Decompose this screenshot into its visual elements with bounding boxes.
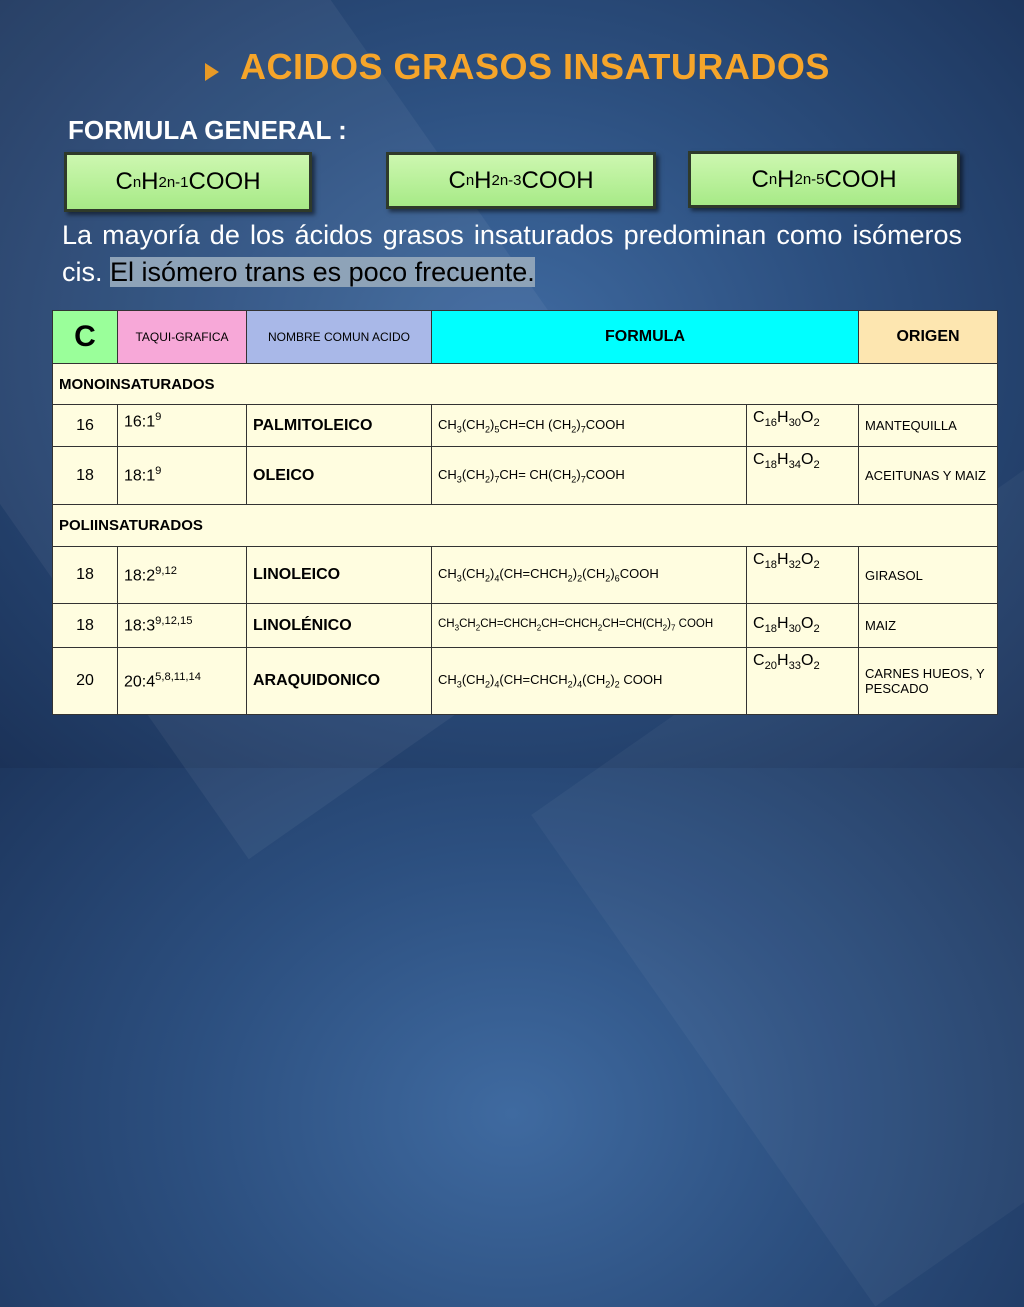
cell-taquigrafica: $16:1^9$ <box>118 405 247 447</box>
cell-nombre: LINOLÉNICO <box>247 604 432 648</box>
cell-c: 18 <box>53 547 118 604</box>
formula-box-2n-3: C n H 2n-3 COOH <box>386 152 656 209</box>
cell-taquigrafica: 20:4$^{5,8,11,14}$ <box>118 648 247 715</box>
cell-c: 20 <box>53 648 118 715</box>
section-monoinsaturados: MONOINSATURADOS <box>53 364 998 405</box>
section-poliinsaturados: POLIINSATURADOS <box>53 505 998 547</box>
section-row-poli <box>53 505 998 547</box>
table-row <box>53 547 998 604</box>
cell-molecular: $C_{18}H_{34}O_2$ <box>747 447 859 505</box>
table-header-row <box>53 311 998 364</box>
table-row <box>53 648 998 715</box>
table-row <box>53 604 998 648</box>
description-paragraph <box>62 217 962 291</box>
cell-origen: CARNES HUEOS, Y PESCADO <box>859 648 998 715</box>
cell-nombre: PALMITOLEICO <box>247 405 432 447</box>
cell-nombre: OLEICO <box>247 447 432 505</box>
title-arrow-bullet-icon <box>205 63 219 81</box>
cell-c: 16 <box>53 405 118 447</box>
section-row-mono <box>53 364 998 405</box>
cell-c: 18 <box>53 447 118 505</box>
cell-c: 18 <box>53 604 118 648</box>
cell-origen: ACEITUNAS Y MAIZ <box>859 447 998 505</box>
description-highlight: El isómero trans es poco frecuente. <box>110 257 535 287</box>
header-origen: ORIGEN <box>859 311 998 364</box>
formula-box-2n-5: C n H 2n-5 COOH <box>688 151 960 208</box>
cell-nombre: ARAQUIDONICO <box>247 648 432 715</box>
cell-taquigrafica: 18:2$^{9,12}$ <box>118 547 247 604</box>
cell-formula: $CH_3(CH_2)_4(CH=CHCH_2)_2(CH_2)_6COOH$ <box>432 547 747 604</box>
header-formula: FORMULA <box>432 311 859 364</box>
cell-molecular: $C_{18}H_{30}O_2$ <box>747 604 859 648</box>
formula-general-label: FORMULA GENERAL : <box>68 115 347 145</box>
cell-molecular: $C_{20}H_{33}O_2$ <box>747 648 859 715</box>
header-c: C <box>53 311 118 364</box>
cell-origen: MANTEQUILLA <box>859 405 998 447</box>
header-taquigrafica: TAQUI-GRAFICA <box>118 311 247 364</box>
table-row <box>53 405 998 447</box>
cell-origen: GIRASOL <box>859 547 998 604</box>
cell-formula: $CH_3(CH_2)_5CH=CH$ $(CH_2)_7COOH$ <box>432 405 747 447</box>
cell-taquigrafica: $18:1^9$ <box>118 447 247 505</box>
cell-origen: MAIZ <box>859 604 998 648</box>
fatty-acids-table <box>52 310 998 715</box>
cell-taquigrafica: 18:3$^{9,12,15}$ <box>118 604 247 648</box>
table-row <box>53 447 998 505</box>
cell-molecular: $C_{16}H_{30}O_2$ <box>747 405 859 447</box>
cell-formula: $CH_3(CH_2)_7CH=$ $CH(CH_2)_7COOH$ <box>432 447 747 505</box>
cell-formula: $CH_3(CH_2)_4(CH=CHCH_2)_4(CH_2)_2$ COOH <box>432 648 747 715</box>
header-nombre-comun: NOMBRE COMUN ACIDO <box>247 311 432 364</box>
slide-title: ACIDOS GRASOS INSATURADOS <box>240 46 830 87</box>
formula-box-2n-1: C n H 2n-1 COOH <box>64 152 312 212</box>
description-text: La mayoría de los ácidos grasos insaturados predominan como isómeros cis. <box>62 220 962 287</box>
cell-molecular: $C_{18}H_{32}O_2$ <box>747 547 859 604</box>
cell-nombre: LINOLEICO <box>247 547 432 604</box>
cell-formula: $CH_3CH_2CH=CHCH_2CH=CHCH_2CH=CH(CH_2)_7$ COOH <box>432 604 747 648</box>
